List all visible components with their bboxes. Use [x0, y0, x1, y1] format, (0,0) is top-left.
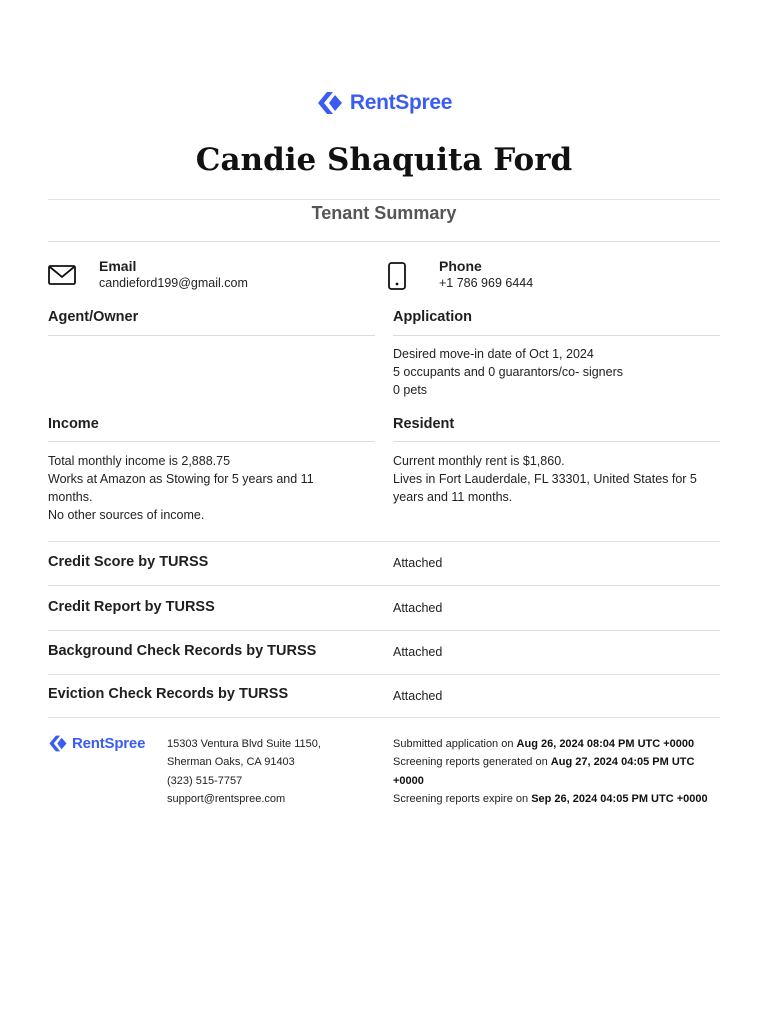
divider: [48, 674, 720, 675]
agent-owner-heading: Agent/Owner: [48, 309, 139, 325]
income-heading: Income: [48, 416, 99, 432]
expire-prefix: Screening reports expire on: [393, 792, 529, 805]
company-phone: (323) 515-7757: [167, 774, 243, 787]
divider: [48, 441, 375, 442]
divider: [48, 199, 720, 200]
income-details: [48, 452, 348, 524]
expire-line: [393, 790, 723, 808]
divider: [48, 541, 720, 542]
application-heading: Application: [393, 309, 472, 325]
footer-logo-text: RentSpree: [72, 735, 146, 752]
divider: [48, 717, 720, 718]
resident-line: Current monthly rent is $1,860.: [393, 454, 565, 468]
generated-prefix: Screening reports generated on: [393, 756, 548, 769]
report-status-background-check[interactable]: Attached: [393, 645, 443, 659]
email-label: Email: [99, 258, 137, 274]
application-line: 5 occupants and 0 guarantors/co- signers: [393, 365, 623, 379]
income-line: Works at Amazon as Stowing for 5 years and 11 months.: [48, 472, 314, 504]
resident-details: [393, 452, 713, 506]
report-status-credit-score[interactable]: Attached: [393, 556, 443, 570]
address-line: 15303 Ventura Blvd Suite 1150,: [167, 738, 321, 750]
application-line: Desired move-in date of Oct 1, 2024: [393, 347, 594, 361]
phone-value: +1 786 969 6444: [439, 276, 534, 290]
submitted-date: Aug 26, 2024 08:04 PM UTC +0000: [516, 738, 695, 750]
application-details: [393, 345, 720, 399]
report-title-credit-report: Credit Report by TURSS: [48, 599, 215, 615]
generated-line: [393, 753, 723, 790]
divider: [48, 241, 720, 242]
divider: [48, 630, 720, 631]
generated-date: Aug 27, 2024 04:05 PM UTC +0000: [393, 756, 695, 787]
income-line: No other sources of income.: [48, 508, 205, 522]
resident-line: Lives in Fort Lauderdale, FL 33301, United States for 5 years and 11 months.: [393, 472, 697, 504]
expire-date: Sep 26, 2024 04:05 PM UTC +0000: [531, 792, 708, 805]
support-email[interactable]: support@rentspree.com: [167, 792, 286, 805]
submitted-line: [393, 735, 723, 753]
divider: [393, 335, 720, 336]
report-title-credit-score: Credit Score by TURSS: [48, 554, 209, 570]
address-line: Sherman Oaks, CA 91403: [167, 756, 295, 769]
rentspree-logo-icon: [48, 734, 68, 753]
page-subtitle: Tenant Summary: [311, 203, 457, 223]
divider: [48, 335, 375, 336]
phone-label: Phone: [439, 258, 482, 274]
email-value: candieford199@gmail.com: [99, 276, 248, 290]
tenant-name: Candie Shaquita Ford: [195, 142, 573, 178]
report-status-eviction-check[interactable]: Attached: [393, 689, 443, 703]
rentspree-logo-text: RentSpree: [349, 91, 453, 114]
company-address: [167, 735, 321, 808]
report-status-credit-report[interactable]: Attached: [393, 601, 443, 615]
income-line: Total monthly income is 2,888.75: [48, 454, 231, 468]
report-title-eviction-check: Eviction Check Records by TURSS: [48, 686, 289, 702]
report-title-background-check: Background Check Records by TURSS: [48, 643, 317, 659]
divider: [48, 585, 720, 586]
mail-icon: [48, 265, 76, 285]
report-dates: [393, 735, 723, 808]
footer-rentspree-logo: [48, 734, 145, 753]
phone-icon: [388, 262, 406, 290]
application-line: 0 pets: [393, 383, 428, 397]
rentspree-logo: [0, 90, 768, 116]
divider: [393, 441, 720, 442]
submitted-prefix: Submitted application on: [393, 738, 514, 750]
resident-heading: Resident: [393, 416, 455, 432]
rentspree-logo-icon: [316, 90, 344, 116]
